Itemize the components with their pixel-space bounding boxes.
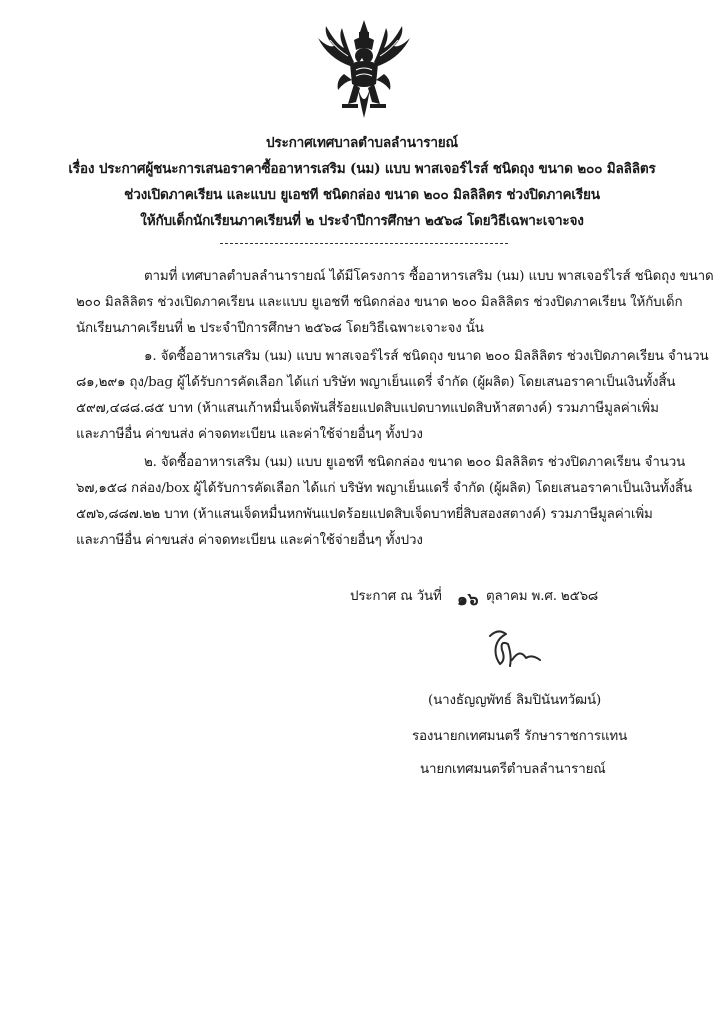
announcement-org-title: ประกาศเทศบาลตำบลลำนารายณ์ (266, 135, 458, 151)
item2-line-3: ๕๗๖,๘๘๗.๒๒ บาท (ห้าแสนเจ็ดหมื่นหกพันแปดร้อยแปดสิบเจ็ดบาทยี่สิบสองสตางค์) รวมภาษีมูลค่าเพิ่ม (76, 507, 653, 522)
announcement-subject-line-1: เรื่อง ประกาศผู้ชนะการเสนอราคาซื้ออาหารเสริม (นม) แบบ พาสเจอร์ไรส์ ชนิดถุง ขนาด ๒๐๐ มิลลิลิตร (68, 161, 656, 177)
item2-line-1: ๒. จัดซื้ออาหารเสริม (นม) แบบ ยูเอชที ชนิดกล่อง ขนาด ๒๐๐ มิลลิลิตร ช่วงปิดภาคเรียน จำนวน (144, 455, 686, 470)
date-prefix: ประกาศ ณ วันที่ (350, 589, 442, 604)
date-month-year: ตุลาคม พ.ศ. ๒๕๖๘ (486, 589, 599, 604)
item1-line-1: ๑. จัดซื้ออาหารเสริม (นม) แบบ พาสเจอร์ไรส์ ชนิดถุง ขนาด ๒๐๐ มิลลิลิตร ช่วงเปิดภาคเรียน จำนวน (144, 349, 709, 364)
signatory-name: (นางธัญญพัทธ์ ลิมปินันทวัฒน์) (428, 693, 602, 708)
announcement-subject-line-3: ให้กับเด็กนักเรียนภาคเรียนที่ ๒ ประจำปีการศึกษา ๒๕๖๘ โดยวิธีเฉพาะเจาะจง (140, 213, 584, 229)
signatory-position-1: รองนายกเทศมนตรี รักษาราชการแทน (412, 729, 628, 744)
handwritten-signature (476, 626, 544, 672)
item2-line-2: ๖๗,๑๕๘ กล่อง/box ผู้ได้รับการคัดเลือก ได้แก่ บริษัท พญาเย็นแดรี่ จำกัด (ผู้ผลิต) โดยเสนอราคาเป็นเงินทั้งสิ้น (76, 481, 692, 496)
signatory-position-2: นายกเทศมนตรีตำบลลำนารายณ์ (420, 762, 606, 777)
intro-line-1: ตามที่ เทศบาลตำบลลำนารายณ์ ได้มีโครงการ ซื้ออาหารเสริม (นม) แบบ พาสเจอร์ไรส์ ชนิดถุง ขนาด (144, 269, 714, 284)
intro-line-2: ๒๐๐ มิลลิลิตร ช่วงเปิดภาคเรียน และแบบ ยูเอชที ชนิดกล่อง ขนาด ๒๐๐ มิลลิลิตร ช่วงปิดภาคเรียน ให้กับเด็ก (76, 295, 683, 310)
item1-line-2: ๘๑,๒๙๑ ถุง/bag ผู้ได้รับการคัดเลือก ได้แก่ บริษัท พญาเย็นแดรี่ จำกัด (ผู้ผลิต) โดยเสนอราคาเป็นเงินทั้งสิ้น (76, 375, 676, 390)
date-day: ๑๖ (457, 590, 479, 610)
item1-line-3: ๕๙๗,๔๘๘.๘๕ บาท (ห้าแสนเก้าหมื่นเจ็ดพันสี่ร้อยแปดสิบแปดบาทแปดสิบห้าสตางค์) รวมภาษีมูลค่าเพิ่ม (76, 401, 659, 416)
header-divider (220, 243, 508, 244)
item1-line-4: และภาษีอื่น ค่าขนส่ง ค่าจดทะเบียน และค่าใช้จ่ายอื่นๆ ทั้งปวง (76, 427, 423, 442)
item2-line-4: และภาษีอื่น ค่าขนส่ง ค่าจดทะเบียน และค่าใช้จ่ายอื่นๆ ทั้งปวง (76, 533, 423, 548)
garuda-emblem-icon (314, 18, 414, 122)
intro-line-3: นักเรียนภาคเรียนที่ ๒ ประจำปีการศึกษา ๒๕๖๘ โดยวิธีเฉพาะเจาะจง นั้น (76, 321, 484, 336)
announcement-subject-line-2: ช่วงเปิดภาคเรียน และแบบ ยูเอชที ชนิดกล่อง ขนาด ๒๐๐ มิลลิลิตร ช่วงปิดภาคเรียน (124, 187, 600, 203)
